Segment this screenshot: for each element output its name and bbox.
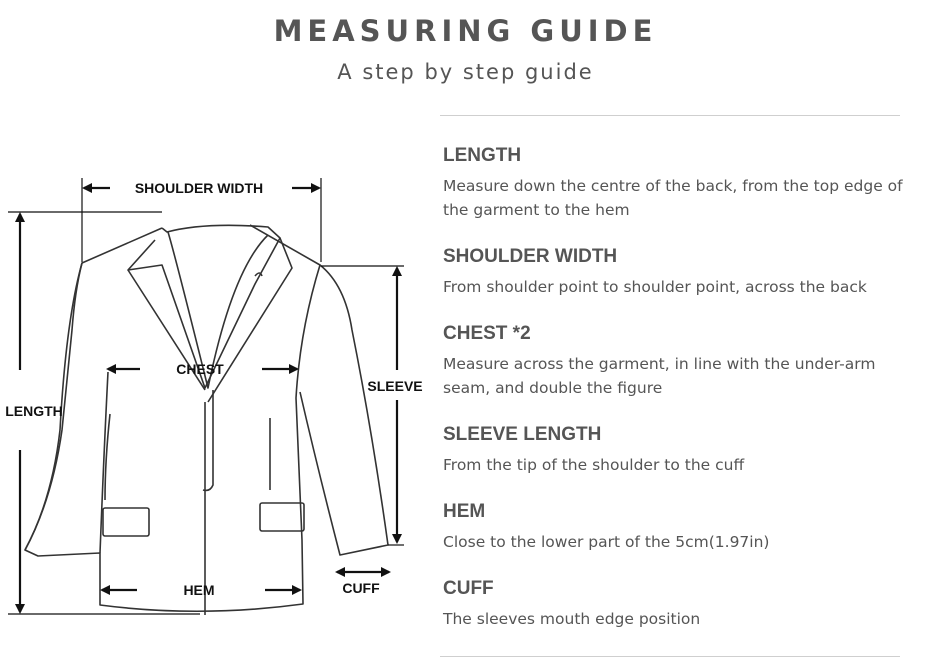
label-hem: HEM [183, 582, 215, 598]
label-length: LENGTH [5, 403, 63, 419]
bottom-divider [440, 656, 900, 657]
entry-title: SLEEVE LENGTH [443, 424, 602, 445]
right-pocket-flap [260, 503, 304, 531]
guide-entry-hem [443, 501, 913, 554]
label-chest: CHEST [176, 361, 224, 377]
entry-title: HEM [443, 501, 486, 522]
jacket-outline [25, 225, 388, 615]
entry-description: From the tip of the shoulder to the cuff [443, 456, 745, 474]
left-pocket-flap [103, 508, 149, 536]
label-sleeve: SLEEVE [367, 378, 423, 394]
jacket-right-sleeve [300, 265, 388, 555]
measure-lines [8, 178, 404, 614]
entry-title: SHOULDER WIDTH [443, 246, 618, 267]
guide-entry-length [443, 145, 913, 222]
guide-entry-chest [443, 323, 913, 400]
label-cuff: CUFF [342, 580, 380, 596]
entry-description: Measure across the garment, in line with the under-arm seam, and double the figure [443, 355, 876, 397]
guide-entry-sleeve-length [443, 424, 913, 477]
entry-title: CHEST *2 [443, 323, 531, 344]
guide-entry-cuff [443, 578, 913, 631]
jacket-diagram [0, 165, 440, 625]
guide-entry-shoulder-width [443, 246, 913, 299]
entry-description: Measure down the centre of the back, from the top edge of the garment to the hem [443, 177, 903, 219]
label-shoulder-width: SHOULDER WIDTH [134, 180, 264, 196]
page-subtitle: A step by step guide [337, 60, 594, 84]
entry-title: LENGTH [443, 145, 522, 166]
page-title: MEASURING GUIDE [273, 14, 658, 48]
entry-description: From shoulder point to shoulder point, across the back [443, 278, 867, 296]
entry-title: CUFF [443, 578, 494, 599]
top-divider [440, 115, 900, 116]
entry-description: Close to the lower part of the 5cm(1.97in) [443, 533, 770, 551]
entry-description: The sleeves mouth edge position [443, 610, 701, 628]
jacket-body [25, 225, 320, 611]
